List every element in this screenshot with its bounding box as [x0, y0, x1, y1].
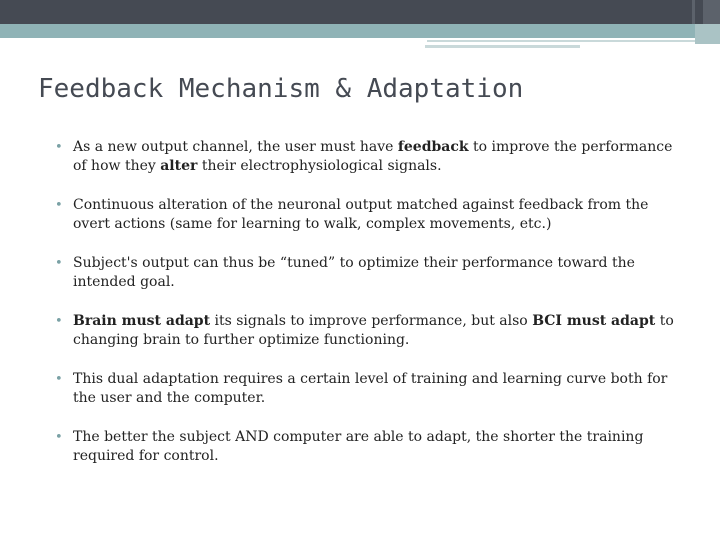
- bullet-text: its signals to improve performance, but also: [210, 313, 533, 329]
- bullet-text: Continuous alteration of the neuronal output matched against feedback from the overt actions (same for learning to walk, complex movements, etc.): [73, 197, 649, 232]
- decorative-line: [427, 40, 695, 42]
- bullet-bold-text: Brain must adapt: [73, 313, 211, 329]
- top-teal-bar: [0, 24, 720, 38]
- bullet-item: [52, 196, 682, 234]
- bullet-list: [52, 138, 682, 486]
- top-dark-bar-accent: [692, 0, 695, 24]
- bullet-bold-text: alter: [160, 158, 198, 174]
- bullet-text: As a new output channel, the user must have: [73, 139, 398, 155]
- bullet-text: to improve the performance of how they: [73, 139, 673, 174]
- bullet-text: The better the subject AND computer are able to adapt, the shorter the training required for control.: [73, 429, 644, 464]
- decorative-line: [425, 45, 580, 48]
- bullet-bold-text: feedback: [397, 139, 469, 155]
- bullet-item: [52, 312, 682, 350]
- bullet-item: [52, 428, 682, 466]
- bullet-text: Subject's output can thus be “tuned” to optimize their performance toward the intended goal.: [73, 255, 635, 290]
- bullet-text: This dual adaptation requires a certain level of training and learning curve both for the user and the computer.: [73, 371, 668, 406]
- bullet-item: [52, 254, 682, 292]
- top-dark-bar-end: [703, 0, 720, 24]
- bullet-item: [52, 370, 682, 408]
- bullet-item: [52, 138, 682, 176]
- slide-title: Feedback Mechanism & Adaptation: [38, 74, 524, 104]
- bullet-text: their electrophysiological signals.: [197, 158, 442, 174]
- top-dark-bar: [0, 0, 720, 24]
- top-teal-bar-end: [695, 24, 720, 44]
- bullet-bold-text: BCI must adapt: [532, 313, 656, 329]
- bullet-text: to changing brain to further optimize functioning.: [73, 313, 674, 348]
